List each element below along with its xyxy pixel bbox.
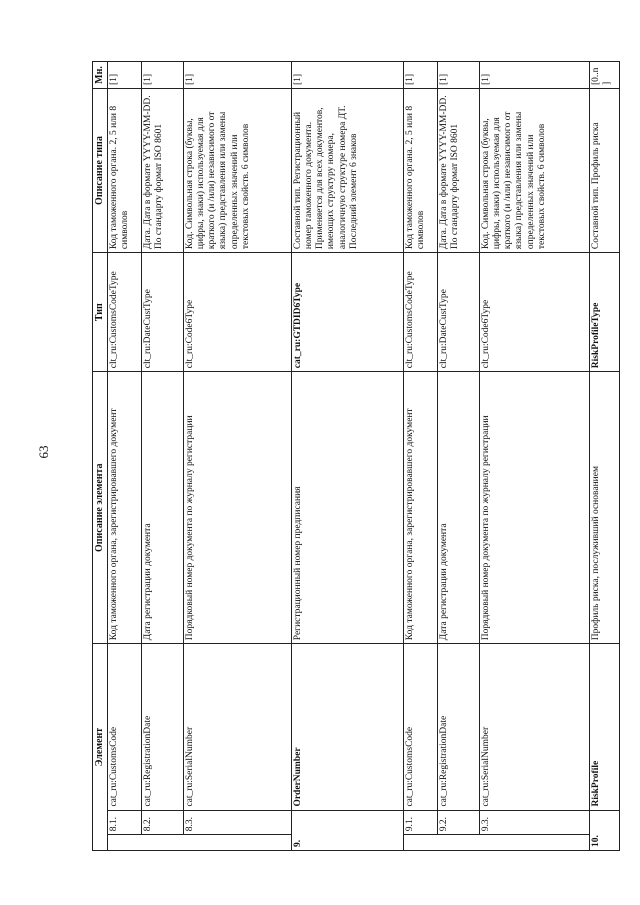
element-name: cat_ru:CustomsCode	[403, 644, 437, 810]
element-name: cat_ru:RegistrationDate	[141, 644, 183, 810]
table-body	[107, 62, 619, 851]
header-element-desc: Описание элемента	[93, 372, 108, 644]
element-name: cat_ru:SerialNumber	[183, 644, 291, 810]
element-description: Код таможенного органа, зарегистрировавшего документ	[403, 372, 437, 644]
indent-cell	[479, 835, 589, 851]
row-number: 10.	[589, 810, 619, 850]
element-description: Код таможенного органа, зарегистрировавшего документ	[107, 372, 141, 644]
table-row	[141, 62, 183, 851]
header-element: Элемент	[93, 644, 108, 851]
indent-cell	[437, 835, 479, 851]
table-header-row	[93, 62, 108, 851]
row-number: 9.	[291, 810, 403, 850]
table-row	[291, 62, 403, 851]
header-mn: Мн.	[93, 62, 108, 89]
type-description: Составной тип. Профиль риска	[589, 89, 619, 253]
element-description: Порядковый номер документа по журналу регистрации	[183, 372, 291, 644]
type-name: clt_ru:Code6Type	[183, 253, 291, 372]
type-name: cat_ru:GTDID6Type	[291, 253, 403, 372]
row-number: 8.1.	[107, 810, 141, 835]
element-name: cat_ru:SerialNumber	[479, 644, 589, 810]
type-description: Код. Символьная строка (буквы, цифры, знаки) используемая для краткого (и /или) независимого от языка) представления или замены определенных значений или текстовых свойств. 6 символов	[183, 89, 291, 253]
type-description: Код. Символьная строка (буквы, цифры, знаки) используемая для краткого (и /или) независимого от языка) представления или замены определенных значений или текстовых свойств. 6 символов	[479, 89, 589, 253]
multiplicity: [1]	[183, 62, 291, 89]
table-row	[107, 62, 141, 851]
table-row	[437, 62, 479, 851]
table-row	[183, 62, 291, 851]
type-name: clt_ru:CustomsCodeType	[403, 253, 437, 372]
element-description: Дата регистрации документа	[141, 372, 183, 644]
element-description: Порядковый номер документа по журналу регистрации	[479, 372, 589, 644]
type-name: clt_ru:CustomsCodeType	[107, 253, 141, 372]
element-name: OrderNumber	[291, 644, 403, 810]
multiplicity: [0..n]	[589, 62, 619, 89]
table-row	[479, 62, 589, 851]
indent-cell	[107, 835, 141, 851]
type-name: clt_ru:DateCustType	[141, 253, 183, 372]
element-name: RiskProfile	[589, 644, 619, 810]
element-description: Регистрационный номер предписания	[291, 372, 403, 644]
element-name: cat_ru:CustomsCode	[107, 644, 141, 810]
page-number: 63	[36, 445, 51, 459]
indent-cell	[141, 835, 183, 851]
type-description: Составной тип. Регистрационный номер таможенного документа. Применяется для всех документов, имеющих структуру номера, аналогичную структуре номера ДТ. Последний элемент 6 знаков	[291, 89, 403, 253]
multiplicity: [1]	[291, 62, 403, 89]
multiplicity: [1]	[141, 62, 183, 89]
spec-table	[92, 61, 620, 851]
table-row	[589, 62, 619, 851]
rotated-table-container	[92, 61, 622, 851]
multiplicity: [1]	[107, 62, 141, 89]
element-description: Дата регистрации документа	[437, 372, 479, 644]
indent-cell	[403, 835, 437, 851]
row-number: 8.2.	[141, 810, 183, 835]
table-row	[403, 62, 437, 851]
type-name: clt_ru:DateCustType	[437, 253, 479, 372]
header-type: Тип	[93, 253, 108, 372]
multiplicity: [1]	[403, 62, 437, 89]
multiplicity: [1]	[479, 62, 589, 89]
type-name: RiskProfileType	[589, 253, 619, 372]
indent-cell	[183, 835, 291, 851]
type-description: Код таможенного органа. 2, 5 или 8 символов	[107, 89, 141, 253]
row-number: 9.2.	[437, 810, 479, 835]
row-number: 8.3.	[183, 810, 291, 835]
header-type-desc: Описание типа	[93, 89, 108, 253]
row-number: 9.3.	[479, 810, 589, 835]
element-description: Профиль риска, послуживший основанием	[589, 372, 619, 644]
multiplicity: [1]	[437, 62, 479, 89]
type-name: clt_ru:Code6Type	[479, 253, 589, 372]
element-name: cat_ru:RegistrationDate	[437, 644, 479, 810]
type-description: Код таможенного органа. 2, 5 или 8 символов	[403, 89, 437, 253]
row-number: 9.1.	[403, 810, 437, 835]
type-description: Дата. Дата в формате YYYY-MM-DD. По стандарту формат ISO 8601	[437, 89, 479, 253]
type-description: Дата. Дата в формате YYYY-MM-DD. По стандарту формат ISO 8601	[141, 89, 183, 253]
